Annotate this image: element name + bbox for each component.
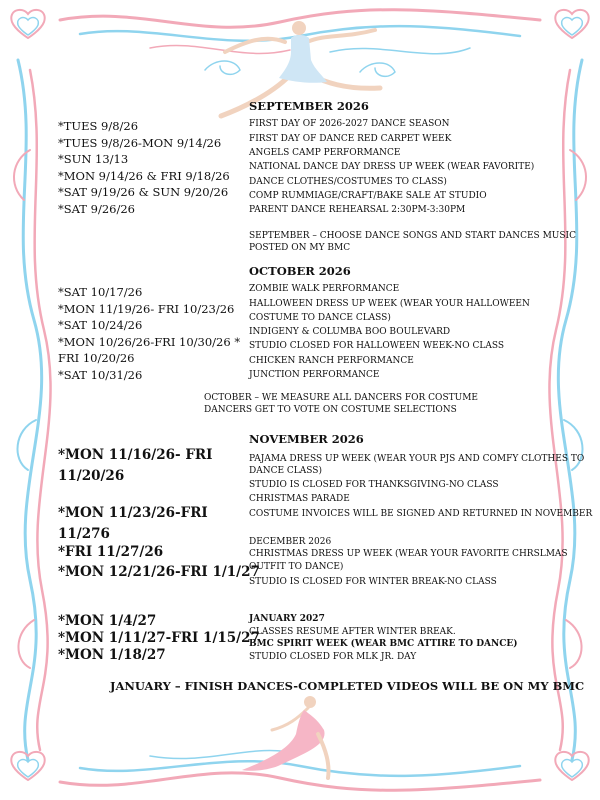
date-entry: *SAT 10/31/26	[58, 368, 143, 382]
event-entry: COMP RUMMIAGE/CRAFT/BAKE SALE AT STUDIO	[249, 191, 487, 201]
september-note: POSTED ON MY BMC	[249, 243, 351, 253]
date-entry: *MON 11/23/26-FRI	[58, 505, 208, 521]
date-entry: *MON 11/16/26- FRI	[58, 447, 213, 463]
event-entry: NATIONAL DANCE DAY DRESS UP WEEK (WEAR FAVORITE)	[249, 162, 535, 172]
event-entry: DANCE CLASS)	[249, 466, 322, 476]
date-entry: *MON 12/21/26-FRI 1/1/27	[58, 564, 260, 580]
date-entry: *SAT 10/17/26	[58, 285, 143, 299]
event-entry: BMC SPIRIT WEEK (WEAR BMC ATTIRE TO DANCE)	[249, 639, 518, 649]
event-entry: PARENT DANCE REHEARSAL 2:30PM-3:30PM	[249, 205, 466, 215]
october-note: DANCERS GET TO VOTE ON COSTUME SELECTIONS	[204, 405, 457, 415]
date-entry: *TUES 9/8/26	[58, 119, 139, 133]
event-entry: JUNCTION PERFORMANCE	[249, 370, 380, 380]
date-entry: *SAT 9/19/26 & SUN 9/20/26	[58, 185, 229, 199]
event-entry: PAJAMA DRESS UP WEEK (WEAR YOUR PJS AND COMFY CLOTHES TO	[249, 454, 585, 464]
october-note: OCTOBER – WE MEASURE ALL DANCERS FOR COSTUME	[204, 393, 478, 403]
event-entry: INDIGENY & COLUMBA BOO BOULEVARD	[249, 327, 451, 337]
date-entry: *SUN 13/13	[58, 152, 129, 166]
event-entry: STUDIO CLOSED FOR MLK JR. DAY	[249, 652, 417, 662]
january-heading: JANUARY 2027	[249, 614, 325, 624]
event-entry: FIRST DAY OF 2026-2027 DANCE SEASON	[249, 119, 450, 129]
september-heading: SEPTEMBER 2026	[249, 99, 369, 113]
date-entry: *MON 1/4/27	[58, 613, 157, 629]
date-entry: *FRI 11/27/26	[58, 544, 164, 560]
november-heading: NOVEMBER 2026	[249, 432, 364, 446]
event-entry: COSTUME INVOICES WILL BE SIGNED AND RETURNED IN NOVEMBER	[249, 509, 593, 519]
date-entry: *MON 10/26/26-FRI 10/30/26 *	[58, 335, 241, 349]
date-entry: 11/276	[58, 526, 110, 542]
january-footer-note: JANUARY – FINISH DANCES-COMPLETED VIDEOS WILL BE ON MY BMC	[110, 679, 585, 693]
date-entry: *SAT 10/24/26	[58, 318, 143, 332]
event-entry: FIRST DAY OF DANCE RED CARPET WEEK	[249, 134, 452, 144]
december-subheading: DECEMBER 2026	[249, 537, 332, 547]
event-entry: CHRISTMAS DRESS UP WEEK (WEAR YOUR FAVORITE CHRSLMAS	[249, 549, 568, 559]
event-entry: ANGELS CAMP PERFORMANCE	[249, 148, 401, 158]
event-entry: DANCE CLOTHES/COSTUMES TO CLASS)	[249, 177, 447, 187]
event-entry: ZOMBIE WALK PERFORMANCE	[249, 284, 400, 294]
event-entry: CLASSES RESUME AFTER WINTER BREAK.	[249, 627, 456, 637]
date-entry: *MON 11/19/26- FRI 10/23/26	[58, 302, 235, 316]
september-note: SEPTEMBER – CHOOSE DANCE SONGS AND START DANCES MUSIC	[249, 231, 576, 241]
event-entry: STUDIO IS CLOSED FOR THANKSGIVING-NO CLASS	[249, 480, 499, 490]
date-entry: *MON 1/18/27	[58, 647, 166, 663]
date-entry: *SAT 9/26/26	[58, 202, 135, 216]
date-entry: *MON 9/14/26 & FRI 9/18/26	[58, 169, 230, 183]
date-entry: FRI 10/20/26	[58, 351, 135, 365]
date-entry: *TUES 9/8/26-MON 9/14/26	[58, 136, 222, 150]
event-entry: OUTFIT TO DANCE)	[249, 562, 344, 572]
event-entry: CHRISTMAS PARADE	[249, 494, 350, 504]
event-entry: HALLOWEEN DRESS UP WEEK (WEAR YOUR HALLOWEEN	[249, 299, 530, 309]
date-entry: *MON 1/11/27-FRI 1/15/27	[58, 630, 260, 646]
event-entry: STUDIO CLOSED FOR HALLOWEEN WEEK-NO CLASS	[249, 341, 505, 351]
date-entry: 11/20/26	[58, 468, 125, 484]
october-heading: OCTOBER 2026	[249, 264, 351, 278]
event-entry: COSTUME TO DANCE CLASS)	[249, 313, 391, 323]
ballerina-pose-illustration	[238, 690, 368, 780]
event-entry: STUDIO IS CLOSED FOR WINTER BREAK-NO CLASS	[249, 577, 497, 587]
event-entry: CHICKEN RANCH PERFORMANCE	[249, 356, 414, 366]
